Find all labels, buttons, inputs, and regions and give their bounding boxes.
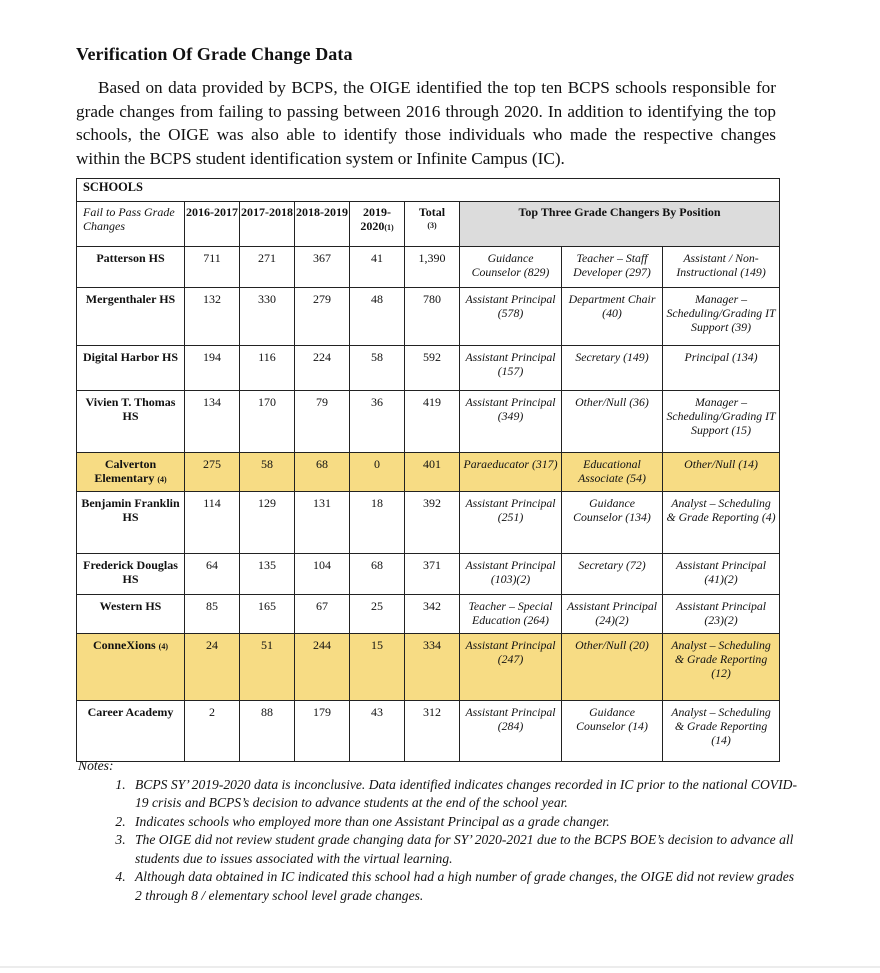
year-value-cell: 58	[240, 453, 295, 492]
year-value-cell: 279	[295, 288, 350, 346]
grade-changer-cell: Analyst – Scheduling & Grade Reporting (12)	[663, 634, 780, 701]
total-value-cell: 401	[405, 453, 460, 492]
school-name-cell: Patterson HS	[77, 247, 185, 288]
notes-list	[78, 776, 798, 906]
year-value-cell: 58	[350, 346, 405, 391]
grade-changer-cell: Manager – Scheduling/Grading IT Support (15)	[663, 391, 780, 453]
year-value-cell: 18	[350, 492, 405, 554]
school-name-cell: Calverton Elementary (4)	[77, 453, 185, 492]
year-value-cell: 170	[240, 391, 295, 453]
fail-to-pass-label: Fail to Pass Grade Changes	[77, 202, 185, 247]
total-value-cell: 392	[405, 492, 460, 554]
grade-changer-cell: Assistant Principal (284)	[460, 701, 562, 762]
grade-changer-cell: Paraeducator (317)	[460, 453, 562, 492]
year-value-cell: 64	[185, 554, 240, 595]
table-row	[77, 492, 780, 554]
year-value-cell: 25	[350, 595, 405, 634]
year-value-cell: 179	[295, 701, 350, 762]
grade-changer-cell: Guidance Counselor (134)	[562, 492, 663, 554]
grade-changer-cell: Assistant Principal (103)(2)	[460, 554, 562, 595]
grade-changer-cell: Assistant Principal (157)	[460, 346, 562, 391]
school-name-cell: Benjamin Franklin HS	[77, 492, 185, 554]
year-value-cell: 67	[295, 595, 350, 634]
year-value-cell: 79	[295, 391, 350, 453]
year-value-cell: 275	[185, 453, 240, 492]
grade-changer-cell: Teacher – Staff Developer (297)	[562, 247, 663, 288]
total-value-cell: 592	[405, 346, 460, 391]
grade-changer-cell: Assistant / Non-Instructional (149)	[663, 247, 780, 288]
total-header: Total (3)	[405, 202, 460, 247]
table-row	[77, 554, 780, 595]
grade-changer-cell: Assistant Principal (23)(2)	[663, 595, 780, 634]
school-name-cell: Western HS	[77, 595, 185, 634]
grade-changer-cell: Secretary (72)	[562, 554, 663, 595]
section-heading: Verification Of Grade Change Data	[76, 44, 353, 64]
year-value-cell: 271	[240, 247, 295, 288]
column-header-row	[77, 202, 780, 247]
grade-changer-cell: Other/Null (36)	[562, 391, 663, 453]
year-value-cell: 135	[240, 554, 295, 595]
schools-label: SCHOOLS	[77, 179, 780, 202]
table-row	[77, 288, 780, 346]
year-value-cell: 85	[185, 595, 240, 634]
notes-label: Notes:	[78, 758, 114, 773]
note-item: 1. BCPS SY’ 2019-2020 data is inconclusive. Data identified indicates changes recorded in IC prior to the national COVID-19 crisis and BCPS’s decision to advance students at the end of the school year.	[129, 776, 798, 813]
year-value-cell: 88	[240, 701, 295, 762]
year-value-cell: 51	[240, 634, 295, 701]
total-value-cell: 312	[405, 701, 460, 762]
footnote-marker: (4)	[157, 475, 167, 484]
year-value-cell: 194	[185, 346, 240, 391]
year-value-cell: 711	[185, 247, 240, 288]
year-value-cell: 244	[295, 634, 350, 701]
total-value-cell: 334	[405, 634, 460, 701]
grade-changer-cell: Guidance Counselor (829)	[460, 247, 562, 288]
total-value-cell: 780	[405, 288, 460, 346]
year-value-cell: 129	[240, 492, 295, 554]
total-value-cell: 1,390	[405, 247, 460, 288]
grade-changer-cell: Manager – Scheduling/Grading IT Support (39)	[663, 288, 780, 346]
grade-changer-cell: Guidance Counselor (14)	[562, 701, 663, 762]
total-value-cell: 371	[405, 554, 460, 595]
year-value-cell: 132	[185, 288, 240, 346]
grade-changer-cell: Analyst – Scheduling & Grade Reporting (14)	[663, 701, 780, 762]
note-item: 3. The OIGE did not review student grade changing data for SY’ 2020-2021 due to the BCPS BOE’s decision to advance all students due to issues associated with the virtual learning.	[129, 831, 798, 868]
year-value-cell: 36	[350, 391, 405, 453]
table-row	[77, 453, 780, 492]
year-header: 2017-2018	[240, 202, 295, 247]
school-name-cell: Frederick Douglas HS	[77, 554, 185, 595]
table-row	[77, 595, 780, 634]
year-value-cell: 114	[185, 492, 240, 554]
notes-section	[78, 757, 798, 905]
school-name-cell: Vivien T. Thomas HS	[77, 391, 185, 453]
year-value-cell: 367	[295, 247, 350, 288]
table-row	[77, 701, 780, 762]
top-changers-header: Top Three Grade Changers By Position	[460, 202, 780, 247]
grade-changer-cell: Principal (134)	[663, 346, 780, 391]
year-value-cell: 43	[350, 701, 405, 762]
grade-changer-cell: Other/Null (14)	[663, 453, 780, 492]
total-value-cell: 419	[405, 391, 460, 453]
school-name-cell: Career Academy	[77, 701, 185, 762]
year-value-cell: 165	[240, 595, 295, 634]
note-item: 2. Indicates schools who employed more than one Assistant Principal as a grade changer.	[129, 813, 798, 832]
grade-changer-cell: Assistant Principal (578)	[460, 288, 562, 346]
year-value-cell: 68	[350, 554, 405, 595]
year-value-cell: 41	[350, 247, 405, 288]
school-name-cell: Mergenthaler HS	[77, 288, 185, 346]
table-row	[77, 346, 780, 391]
school-name-cell: ConneXions (4)	[77, 634, 185, 701]
year-value-cell: 68	[295, 453, 350, 492]
year-header: 2019-2020(1)	[350, 202, 405, 247]
grade-changer-cell: Other/Null (20)	[562, 634, 663, 701]
page-divider	[0, 966, 880, 968]
footnote-marker: (4)	[158, 642, 168, 651]
school-name-cell: Digital Harbor HS	[77, 346, 185, 391]
year-value-cell: 116	[240, 346, 295, 391]
grade-changer-cell: Educational Associate (54)	[562, 453, 663, 492]
grade-changer-cell: Analyst – Scheduling & Grade Reporting (4)	[663, 492, 780, 554]
table-row	[77, 247, 780, 288]
year-value-cell: 131	[295, 492, 350, 554]
grade-changer-cell: Assistant Principal (247)	[460, 634, 562, 701]
table-row	[77, 634, 780, 701]
year-header: 2018-2019	[295, 202, 350, 247]
year-header: 2016-2017	[185, 202, 240, 247]
grade-changer-cell: Assistant Principal (41)(2)	[663, 554, 780, 595]
year-value-cell: 224	[295, 346, 350, 391]
grade-changer-cell: Assistant Principal (349)	[460, 391, 562, 453]
year-value-cell: 2	[185, 701, 240, 762]
year-value-cell: 330	[240, 288, 295, 346]
grade-change-table	[76, 178, 780, 762]
year-value-cell: 24	[185, 634, 240, 701]
year-value-cell: 104	[295, 554, 350, 595]
year-value-cell: 48	[350, 288, 405, 346]
grade-changer-cell: Department Chair (40)	[562, 288, 663, 346]
table-row	[77, 391, 780, 453]
total-value-cell: 342	[405, 595, 460, 634]
grade-changer-cell: Assistant Principal (24)(2)	[562, 595, 663, 634]
year-value-cell: 15	[350, 634, 405, 701]
note-item: 4. Although data obtained in IC indicated this school had a high number of grade changes, the OIGE did not review grades 2 through 8 / elementary school level grade changes.	[129, 868, 798, 905]
intro-paragraph: Based on data provided by BCPS, the OIGE identified the top ten BCPS schools responsible for grade changes from failing to passing between 2016 through 2020. In addition to identifying the top schools, the OIGE was also able to identify those individuals who made the respective changes within the BCPS student identification system or Infinite Campus (IC).	[76, 78, 776, 168]
grade-changer-cell: Assistant Principal (251)	[460, 492, 562, 554]
grade-changer-cell: Secretary (149)	[562, 346, 663, 391]
year-value-cell: 0	[350, 453, 405, 492]
year-value-cell: 134	[185, 391, 240, 453]
schools-header-row	[77, 179, 780, 202]
grade-changer-cell: Teacher – Special Education (264)	[460, 595, 562, 634]
